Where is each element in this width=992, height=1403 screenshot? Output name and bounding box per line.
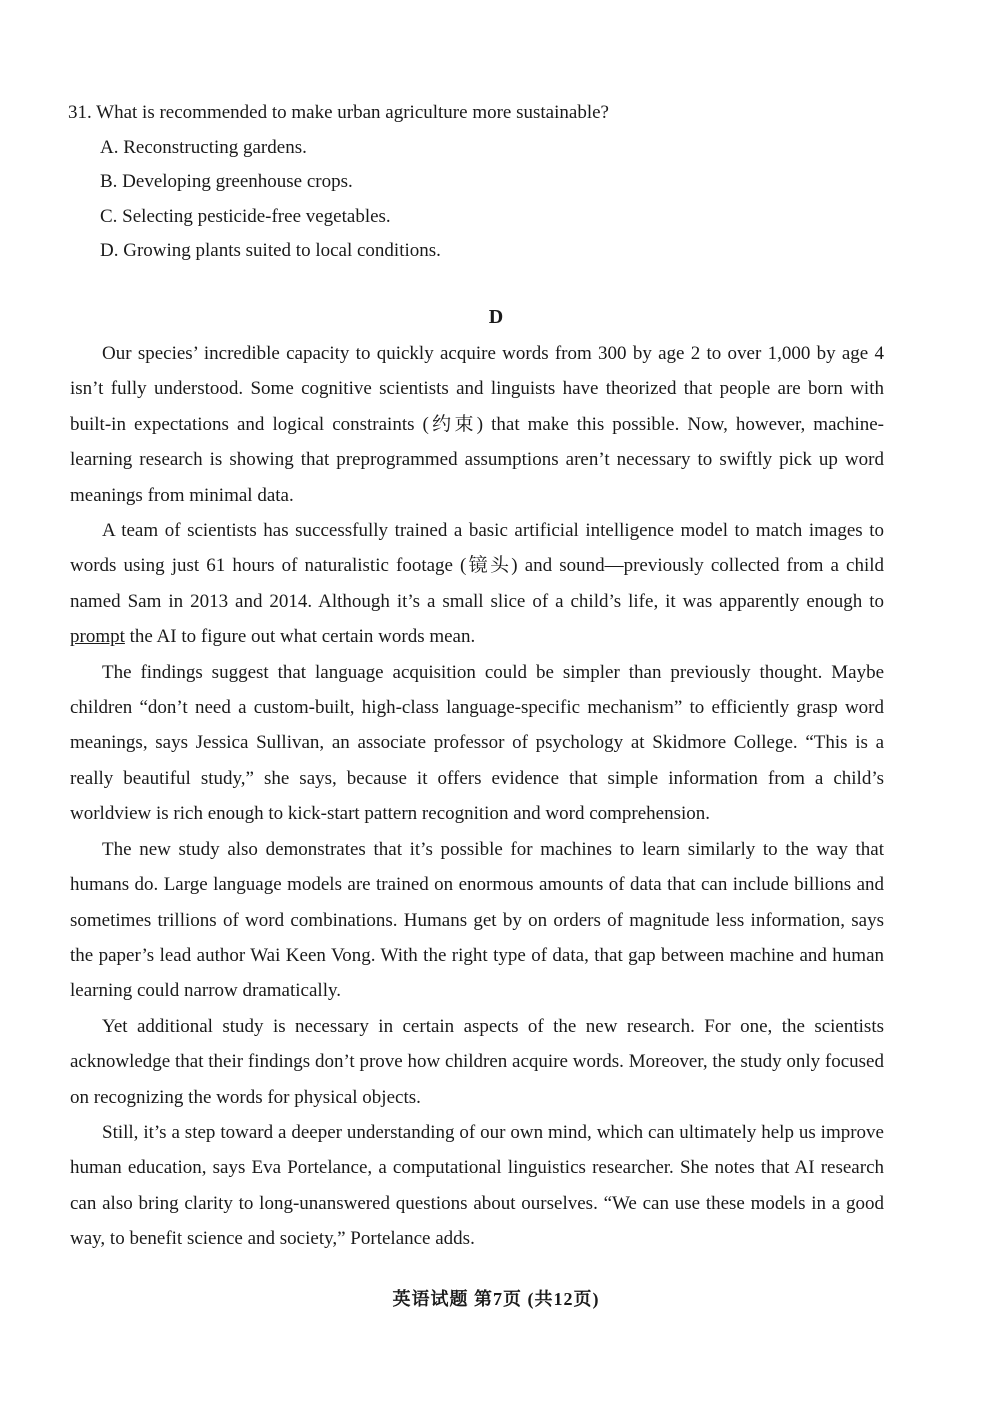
option-a: A. Reconstructing gardens. — [100, 136, 307, 158]
paragraph-6: Still, it’s a step toward a deeper understanding of our own mind, which can ultimately help us improve human education, says Eva Portelance, a computational linguistics researcher. She notes that AI research can also bring clarity to long-unanswered questions about ourselves. “We can use these models in a good way, to benefit science and society,” Portelance adds. — [70, 1121, 884, 1250]
passage-letter: D — [488, 306, 504, 328]
paragraph-1: Our species’ incredible capacity to quickly acquire words from 300 by age 2 to over 1,000 by age 4 isn’t fully understood. Some cognitive scientists and linguists have theorized that people are born with built-in expectations and logical constraints (约束) that make this possible. Now, however, machine-learning research is showing that preprogrammed assumptions aren’t necessary to swiftly pick up word meanings from minimal data. — [70, 343, 884, 506]
paragraph-2-before: A team of scientists has successfully trained a basic artificial intelligence model to match images to words using just 61 hours of naturalistic footage (镜头) and sound—previously collected from a child named Sam in 2013 and 2014. Although it’s a small slice of a child’s life, it was apparently enough to — [70, 520, 884, 612]
paragraph-5: Yet additional study is necessary in certain aspects of the new research. For one, the scientists acknowledge that their findings don’t prove how children acquire words. Moreover, the study only focused on recognizing the words for physical objects. — [70, 1015, 884, 1108]
option-b: B. Developing greenhouse crops. — [100, 171, 353, 192]
page-footer: 英语试题 第7页 (共12页) — [392, 1289, 600, 1309]
passage-d — [70, 336, 884, 1257]
option-d: D. Growing plants suited to local conditions. — [100, 240, 441, 261]
paragraph-3: The findings suggest that language acquisition could be simpler than previously thought. Maybe children “don’t need a custom-built, high-class language-specific mechanism” to efficiently grasp word meanings, says Jessica Sullivan, an associate professor of psychology at Skidmore College. “This is a really beautiful study,” she says, because it offers evidence that simple information from a child’s worldview is rich enough to kick-start pattern recognition and word comprehension. — [70, 661, 884, 825]
question-31 — [68, 96, 908, 269]
answer-options — [68, 131, 908, 269]
option-c: C. Selecting pesticide-free vegetables. — [100, 205, 391, 227]
paragraph-4: The new study also demonstrates that it’s possible for machines to learn similarly to the way that humans do. Large language models are trained on enormous amounts of data that can include billions and sometimes trillions of word combinations. Humans get by on orders of magnitude less information, says the paper’s lead author Wai Keen Vong. With the right type of data, that gap between machine and human learning could narrow dramatically. — [70, 838, 884, 1002]
question-stem: 31. What is recommended to make urban agriculture more sustainable? — [68, 102, 609, 123]
paragraph-2 — [70, 513, 884, 655]
paragraph-2-after: the AI to figure out what certain words mean. — [124, 626, 476, 648]
underlined-word-prompt: prompt — [70, 626, 125, 648]
